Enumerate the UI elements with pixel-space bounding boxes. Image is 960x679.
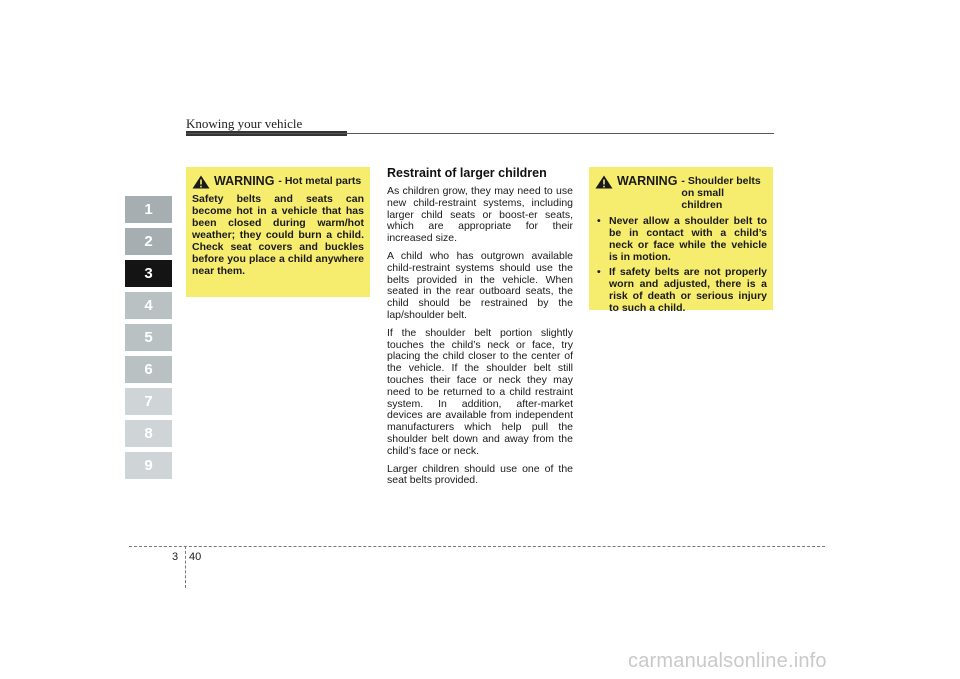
paragraph: As children grow, they may need to use new child-restraint systems, including larger child seats or boost-er seats, which are appropriate for their increased size.: [387, 185, 573, 245]
chapter-tab-3[interactable]: 3: [125, 260, 172, 287]
list-item: • Never allow a shoulder belt to be in contact with a child’s neck or face while the vehicle is in motion.: [597, 215, 767, 263]
warning-body: Safety belts and seats can become hot in a vehicle that has been closed during warm/hot weather; they could burn a child. Check seat covers and buckles before you place a child anywhere near them.: [192, 193, 364, 277]
warning-label: WARNING: [617, 174, 678, 188]
chapter-tab-6[interactable]: 6: [125, 356, 172, 383]
warning-triangle-icon: [595, 175, 613, 189]
chapter-tabs: [125, 196, 172, 484]
section-title: Restraint of larger children: [387, 166, 547, 180]
footer-rule: [129, 546, 825, 547]
chapter-tab-1[interactable]: 1: [125, 196, 172, 223]
warning-box-shoulder-belts: [589, 167, 773, 314]
footer-divider: [185, 546, 186, 588]
section-header: Knowing your vehicle: [186, 116, 303, 131]
page-number: 40: [189, 551, 202, 563]
list-item: • If safety belts are not properly worn and adjusted, there is a risk of death or serious injury to such a child.: [597, 266, 767, 314]
chapter-tab-4[interactable]: 4: [125, 292, 172, 319]
page-chapter-number: 3: [172, 551, 179, 563]
warning-label: WARNING: [214, 174, 275, 188]
header-rule: [186, 133, 774, 134]
warning-box-hot-metal: [186, 167, 370, 297]
chapter-tab-8[interactable]: 8: [125, 420, 172, 447]
warning-list: [595, 215, 767, 314]
paragraph: A child who has outgrown available child-restraint systems should use the belts provided in the vehicle. When seated in the rear outboard seats, the child should be restrained by the lap/shoulder belt.: [387, 249, 573, 321]
paragraph: Larger children should use one of the seat belts provided.: [387, 462, 573, 487]
chapter-tab-7[interactable]: 7: [125, 388, 172, 415]
bullet-icon: •: [597, 215, 601, 227]
chapter-tab-9[interactable]: 9: [125, 452, 172, 479]
watermark: carmanualsonline.info: [628, 650, 827, 672]
main-column: [387, 166, 573, 493]
chapter-tab-2[interactable]: 2: [125, 228, 172, 255]
warning-triangle-icon: [192, 175, 210, 189]
warning-subject: - Hot metal parts: [278, 175, 362, 187]
paragraph: If the shoulder belt portion slightly touches the child’s neck or face, try placing the child closer to the center of the vehicle. If the shoulder belt still touches their face or neck they may need to be returned to a child restraint system. In addition, after-market devices are available from independent manufacturers which help pull the shoulder belt down and away from the child’s face or neck.: [387, 326, 573, 457]
chapter-tab-5[interactable]: 5: [125, 324, 172, 351]
warning-subject: - Shoulder belts on small children: [681, 175, 761, 211]
bullet-icon: •: [597, 266, 601, 278]
